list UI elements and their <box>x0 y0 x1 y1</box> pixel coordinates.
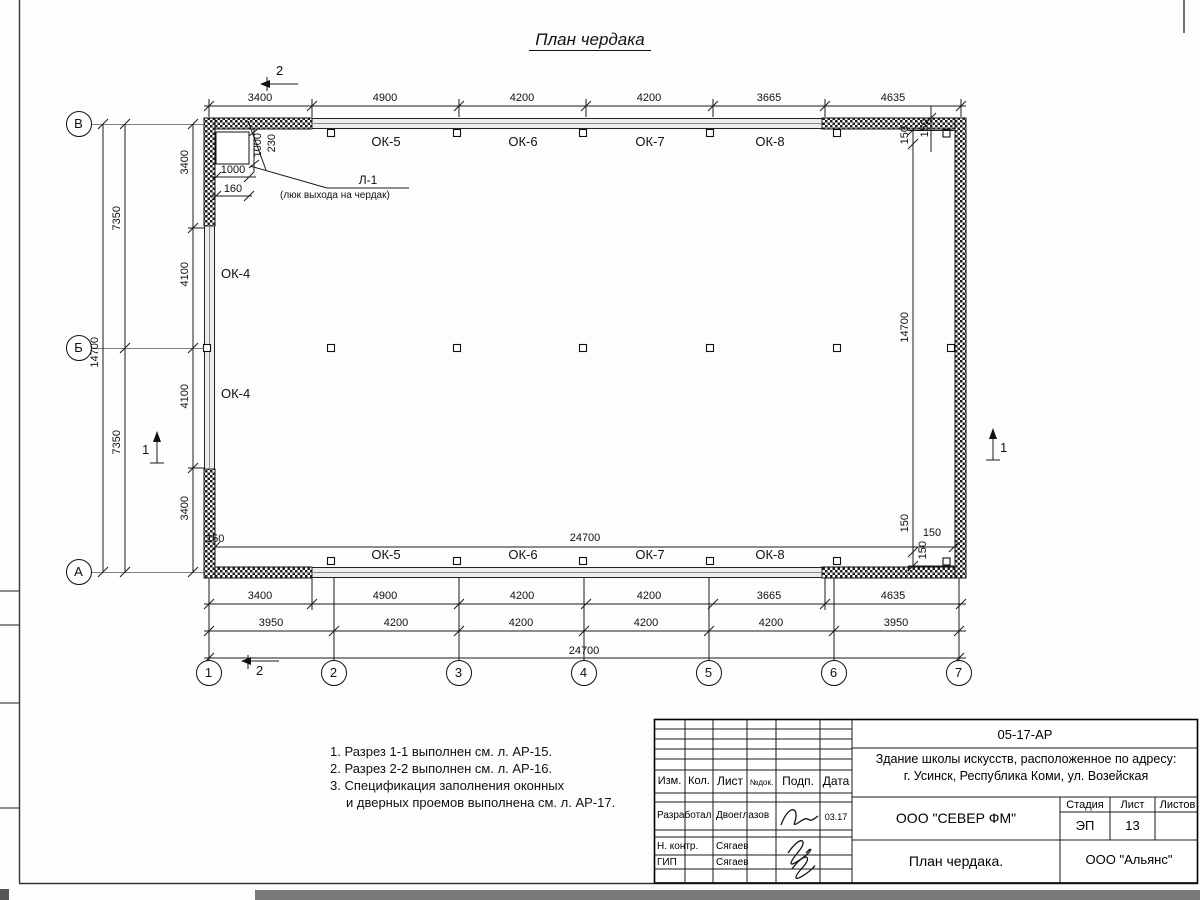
axis-bubble-1: 1 <box>204 665 213 680</box>
section-2-bottom-label: 2 <box>256 663 264 678</box>
axis-bubble-b: Б <box>74 340 83 355</box>
window-ok8-bottom: ОК-8 <box>755 547 785 562</box>
dim-left-7350a: 7350 <box>111 206 123 231</box>
hatch-dim-160: 160 <box>223 183 243 195</box>
dim-b1-2: 4900 <box>372 590 398 602</box>
hatch-label: Л-1 <box>358 173 378 187</box>
dim-left-7350b: 7350 <box>111 430 123 455</box>
tb-org: ООО "СЕВЕР ФМ" <box>895 810 1017 826</box>
dim-b2-1: 3950 <box>258 617 284 629</box>
section-2-top-arrow <box>260 77 298 91</box>
dim-b2-4: 4200 <box>633 617 659 629</box>
tb-project-line1: Здание школы искусств, расположенное по адресу: <box>875 752 1177 766</box>
dim-left-4100a: 4100 <box>179 262 191 287</box>
tb-col-podp: Подп. <box>782 774 814 788</box>
dim-150-top-wall: 150 <box>919 119 931 138</box>
drawing-title: План чердака <box>470 30 710 50</box>
hatch-description: (люк выхода на чердак) <box>280 190 390 201</box>
section-1-right-label: 1 <box>1000 440 1008 455</box>
dim-b2-3: 4200 <box>508 617 534 629</box>
dim-top-1: 3400 <box>247 92 273 104</box>
window-ok4-upper: ОК-4 <box>221 266 251 281</box>
window-ok7-bottom: ОК-7 <box>635 547 665 562</box>
window-ok7-top: ОК-7 <box>635 134 665 149</box>
tb-role-razrabotal: Разработал <box>657 810 712 821</box>
axis-bubble-6: 6 <box>829 665 838 680</box>
dim-top-6: 4635 <box>880 92 906 104</box>
dim-left-14700: 14700 <box>89 337 101 368</box>
note-3: 3. Спецификация заполнения оконных <box>330 778 565 793</box>
dim-right-14700: 14700 <box>899 312 911 343</box>
dim-b1-3: 4200 <box>509 590 535 602</box>
axis-bubble-v: В <box>74 116 83 131</box>
tb-stage-label: Стадия <box>1066 799 1104 811</box>
tb-role-gip: ГИП <box>657 857 677 868</box>
tb-name-syagaev-2: Сягаев <box>716 857 749 868</box>
dim-150-bottom-wall: 150 <box>917 541 929 560</box>
axis-bubble-7: 7 <box>954 665 963 680</box>
note-2: 2. Разрез 2-2 выполнен см. л. АР-16. <box>330 761 553 776</box>
dim-top-3: 4200 <box>509 92 535 104</box>
dim-b2-6: 3950 <box>883 617 909 629</box>
tb-col-ndok: №док. <box>749 778 774 787</box>
dim-b2-2: 4200 <box>383 617 409 629</box>
dim-inner-24700: 24700 <box>569 532 601 544</box>
axis-bubble-a: А <box>74 564 83 579</box>
window-ok5-top: ОК-5 <box>371 134 401 149</box>
dim-top-2: 4900 <box>372 92 398 104</box>
dim-b1-1: 3400 <box>247 590 273 602</box>
tb-col-izm: Изм. <box>657 775 682 787</box>
dim-right-150-top: 150 <box>899 126 911 145</box>
tb-project-line2: г. Усинск, Республика Коми, ул. Возейская <box>903 769 1149 783</box>
dim-b1-5: 3665 <box>756 590 782 602</box>
dim-left-3400b: 3400 <box>179 496 191 521</box>
hatch-dim-230: 230 <box>266 134 278 153</box>
tb-role-nkontr: Н. контр. <box>657 841 699 852</box>
window-ok4-lower: ОК-4 <box>221 386 251 401</box>
tb-org2: ООО "Альянс" <box>1085 852 1173 867</box>
window-ok6-top: ОК-6 <box>508 134 538 149</box>
window-bands <box>205 119 823 578</box>
axis-bubble-4: 4 <box>579 665 588 680</box>
axis-bubble-2: 2 <box>329 665 338 680</box>
hatch-dim-1000-v: 1000 <box>252 133 264 158</box>
dim-right-150-bottom: 150 <box>899 514 911 533</box>
tb-sheet-value: 13 <box>1125 818 1140 833</box>
tb-sheet-label: Лист <box>1120 799 1145 811</box>
dim-left-4100b: 4100 <box>179 384 191 409</box>
tb-name-syagaev-1: Сягаев <box>716 841 749 852</box>
dim-top-5: 3665 <box>756 92 782 104</box>
axis-bubble-3: 3 <box>454 665 463 680</box>
window-ok5-bottom: ОК-5 <box>371 547 401 562</box>
dim-b3-24700: 24700 <box>568 645 600 657</box>
tb-name-dvoeglazov: Двоеглазов <box>716 810 770 821</box>
tb-doc-number: 05-17-АР <box>997 727 1053 742</box>
tb-col-list: Лист <box>716 774 744 788</box>
dim-left-3400a: 3400 <box>179 150 191 175</box>
dim-inner-150-right: 150 <box>922 527 942 539</box>
note-3-cont: и дверных проемов выполнена см. л. АР-17. <box>346 795 616 810</box>
tb-date: 03.17 <box>824 812 848 822</box>
dim-top-4: 4200 <box>636 92 662 104</box>
window-ok6-bottom: ОК-6 <box>508 547 538 562</box>
hatch-dim-1000-h: 1000 <box>220 164 246 176</box>
axis-bubble-5: 5 <box>704 665 713 680</box>
dim-b1-6: 4635 <box>880 590 906 602</box>
window-ok8-top: ОК-8 <box>755 134 785 149</box>
tb-col-kol: Кол. <box>688 775 710 787</box>
note-1: 1. Разрез 1-1 выполнен см. л. АР-15. <box>330 744 553 759</box>
dim-b1-4: 4200 <box>636 590 662 602</box>
tb-stage-value: ЭП <box>1075 818 1095 833</box>
tb-col-data: Дата <box>822 774 850 788</box>
section-2-top-label: 2 <box>276 63 284 78</box>
dim-b2-5: 4200 <box>758 617 784 629</box>
tb-sheets-label: Листов <box>1159 799 1196 811</box>
tb-drawing-name: План чердака. <box>908 853 1004 869</box>
section-1-left-label: 1 <box>142 442 150 457</box>
dim-inner-150-left: 150 <box>206 533 225 545</box>
section-1-arrows <box>150 428 1000 463</box>
